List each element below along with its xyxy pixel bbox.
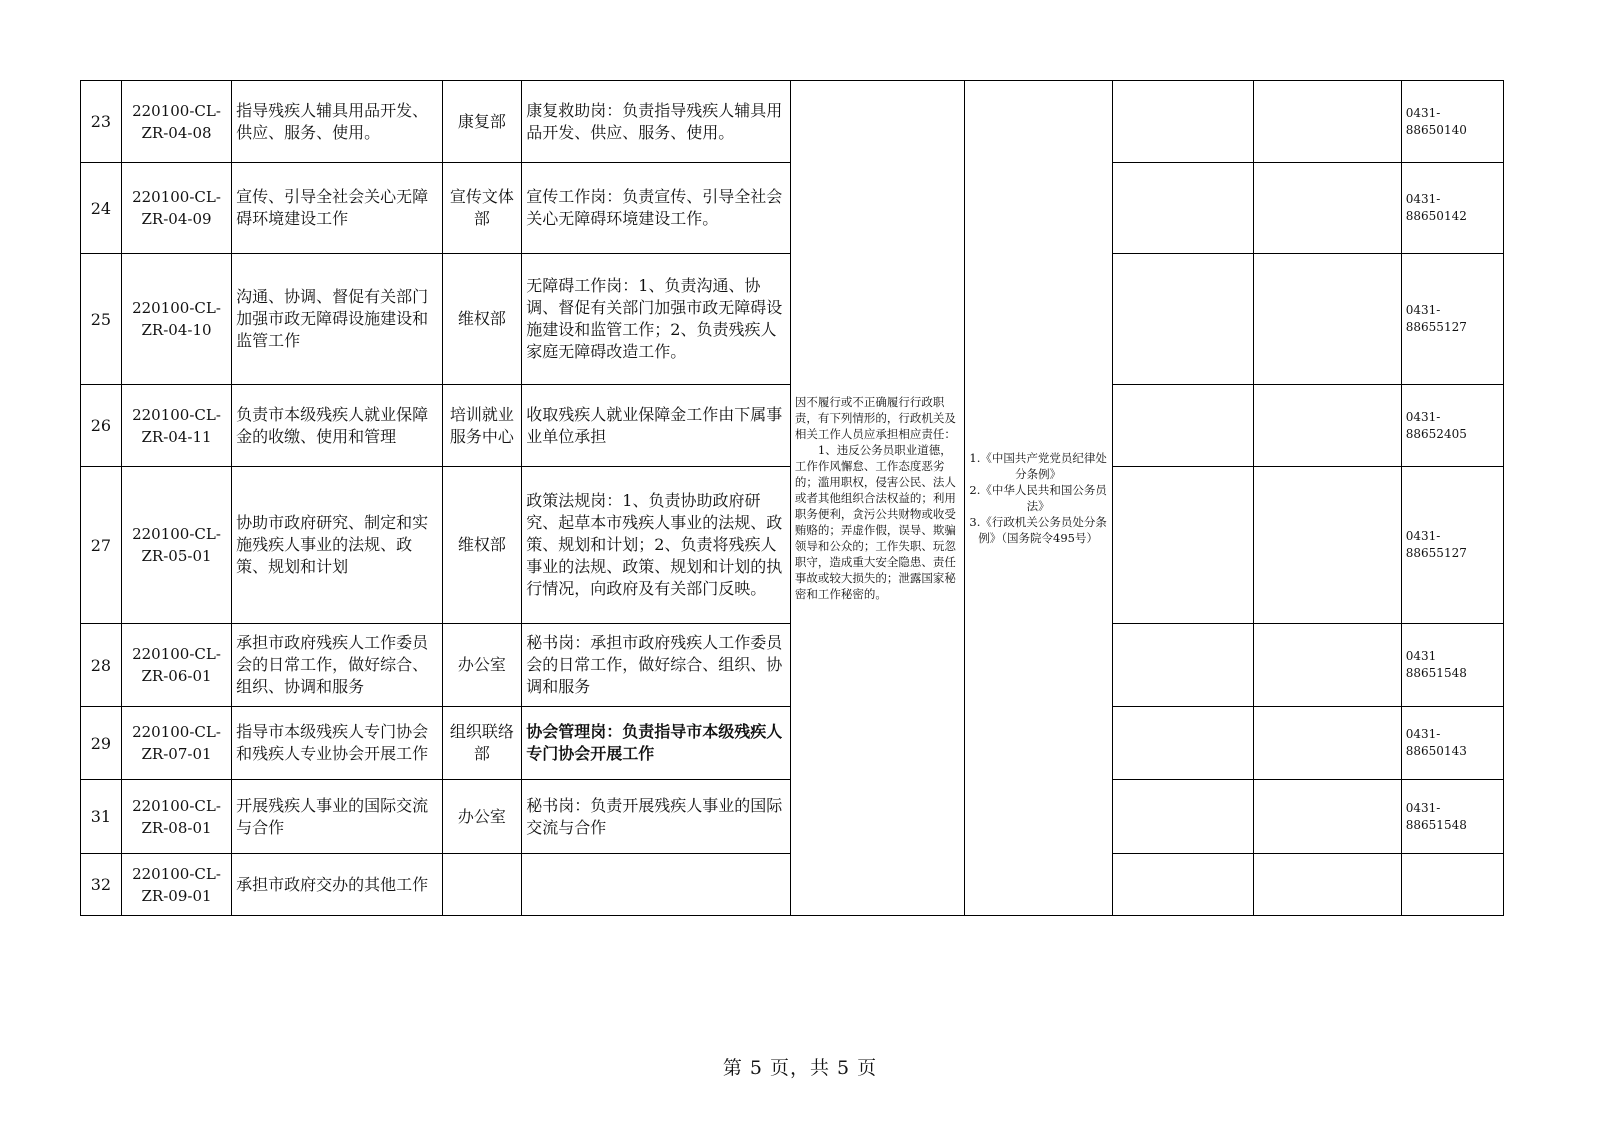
department: 培训就业服务中心 — [442, 385, 522, 467]
empty-cell — [1253, 854, 1401, 916]
table-row — [81, 81, 1504, 163]
row-number: 32 — [81, 854, 122, 916]
department: 办公室 — [442, 624, 522, 707]
empty-cell — [1112, 385, 1253, 467]
empty-cell — [1253, 81, 1401, 163]
duty-matter: 承担市政府交办的其他工作 — [232, 854, 442, 916]
department: 康复部 — [442, 81, 522, 163]
empty-cell — [1253, 467, 1401, 624]
post-duty: 政策法规岗：1、负责协助政府研究、起草本市残疾人事业的法规、政策、规划和计划；2、负责将残疾人事业的法规、政策、规划和计划的执行情况，向政府及有关部门反映。 — [522, 467, 791, 624]
item-code: 220100-CL-ZR-05-01 — [121, 467, 231, 624]
empty-cell — [1112, 780, 1253, 854]
contact-phone: 0431-88650140 — [1401, 81, 1503, 163]
empty-cell — [1253, 163, 1401, 254]
legal-basis-cell — [964, 81, 1112, 916]
duty-matter: 开展残疾人事业的国际交流与合作 — [232, 780, 442, 854]
contact-phone: 0431-88655127 — [1401, 467, 1503, 624]
legal-basis-line: 2.《中华人民共和国公务员法》 — [969, 483, 1107, 513]
post-duty — [522, 854, 791, 916]
responsibility-table — [80, 80, 1504, 916]
row-number: 28 — [81, 624, 122, 707]
empty-cell — [1112, 707, 1253, 780]
empty-cell — [1253, 780, 1401, 854]
legal-basis-line: 1.《中国共产党党员纪律处分条例》 — [969, 451, 1107, 481]
empty-cell — [1112, 467, 1253, 624]
row-number: 31 — [81, 780, 122, 854]
row-number: 24 — [81, 163, 122, 254]
empty-cell — [1112, 163, 1253, 254]
duty-matter: 指导残疾人辅具用品开发、供应、服务、使用。 — [232, 81, 442, 163]
department: 维权部 — [442, 467, 522, 624]
duty-matter: 承担市政府残疾人工作委员会的日常工作，做好综合、组织、协调和服务 — [232, 624, 442, 707]
item-code: 220100-CL-ZR-08-01 — [121, 780, 231, 854]
duty-matter: 宣传、引导全社会关心无障碍环境建设工作 — [232, 163, 442, 254]
duty-matter: 负责市本级残疾人就业保障金的收缴、使用和管理 — [232, 385, 442, 467]
contact-phone: 0431-88650142 — [1401, 163, 1503, 254]
empty-cell — [1253, 254, 1401, 385]
page-footer: 第 5 页，共 5 页 — [722, 1057, 878, 1079]
row-number: 26 — [81, 385, 122, 467]
post-duty: 无障碍工作岗：1、负责沟通、协调、督促有关部门加强市政无障碍设施建设和监管工作；2、负责残疾人家庭无障碍改造工作。 — [522, 254, 791, 385]
accountability-item: 1、违反公务员职业道德，工作作风懈怠、工作态度恶劣的；滥用职权，侵害公民、法人或者其他组织合法权益的；利用职务便利，贪污公共财物或收受贿赂的；弄虚作假，误导、欺骗领导和公众的；工作失职、玩忽职守，造成重大安全隐患、责任事故或较大损失的；泄露国家秘密和工作秘密的。 — [794, 443, 956, 601]
department: 维权部 — [442, 254, 522, 385]
contact-phone: 0431-88650143 — [1401, 707, 1503, 780]
department: 组织联络部 — [442, 707, 522, 780]
empty-cell — [1112, 624, 1253, 707]
contact-phone: 0431-88652405 — [1401, 385, 1503, 467]
empty-cell — [1112, 81, 1253, 163]
duty-matter: 指导市本级残疾人专门协会和残疾人专业协会开展工作 — [232, 707, 442, 780]
empty-cell — [1253, 385, 1401, 467]
empty-cell — [1112, 854, 1253, 916]
post-duty: 收取残疾人就业保障金工作由下属事业单位承担 — [522, 385, 791, 467]
contact-phone: 0431-88655127 — [1401, 254, 1503, 385]
row-number: 29 — [81, 707, 122, 780]
item-code: 220100-CL-ZR-06-01 — [121, 624, 231, 707]
post-duty: 宣传工作岗：负责宣传、引导全社会关心无障碍环境建设工作。 — [522, 163, 791, 254]
department — [442, 854, 522, 916]
post-duty: 协会管理岗：负责指导市本级残疾人专门协会开展工作 — [522, 707, 791, 780]
row-number: 27 — [81, 467, 122, 624]
contact-phone: 0431-88651548 — [1401, 780, 1503, 854]
item-code: 220100-CL-ZR-04-08 — [121, 81, 231, 163]
contact-phone: 0431 88651548 — [1401, 624, 1503, 707]
department: 办公室 — [442, 780, 522, 854]
row-number: 25 — [81, 254, 122, 385]
post-duty: 秘书岗：负责开展残疾人事业的国际交流与合作 — [522, 780, 791, 854]
post-duty: 康复救助岗：负责指导残疾人辅具用品开发、供应、服务、使用。 — [522, 81, 791, 163]
empty-cell — [1253, 707, 1401, 780]
post-duty: 秘书岗：承担市政府残疾人工作委员会的日常工作，做好综合、组织、协调和服务 — [522, 624, 791, 707]
accountability-cell — [790, 81, 964, 916]
legal-basis-line: 3.《行政机关公务员处分条例》（国务院令495号） — [969, 515, 1107, 545]
empty-cell — [1253, 624, 1401, 707]
duty-matter: 协助市政府研究、制定和实施残疾人事业的法规、政策、规划和计划 — [232, 467, 442, 624]
item-code: 220100-CL-ZR-07-01 — [121, 707, 231, 780]
duty-matter: 沟通、协调、督促有关部门加强市政无障碍设施建设和监管工作 — [232, 254, 442, 385]
empty-cell — [1112, 254, 1253, 385]
row-number: 23 — [81, 81, 122, 163]
accountability-intro: 因不履行或不正确履行行政职责，有下列情形的，行政机关及相关工作人员应承担相应责任： — [794, 395, 956, 441]
department: 宣传文体部 — [442, 163, 522, 254]
item-code: 220100-CL-ZR-04-11 — [121, 385, 231, 467]
item-code: 220100-CL-ZR-09-01 — [121, 854, 231, 916]
item-code: 220100-CL-ZR-04-09 — [121, 163, 231, 254]
contact-phone — [1401, 854, 1503, 916]
item-code: 220100-CL-ZR-04-10 — [121, 254, 231, 385]
